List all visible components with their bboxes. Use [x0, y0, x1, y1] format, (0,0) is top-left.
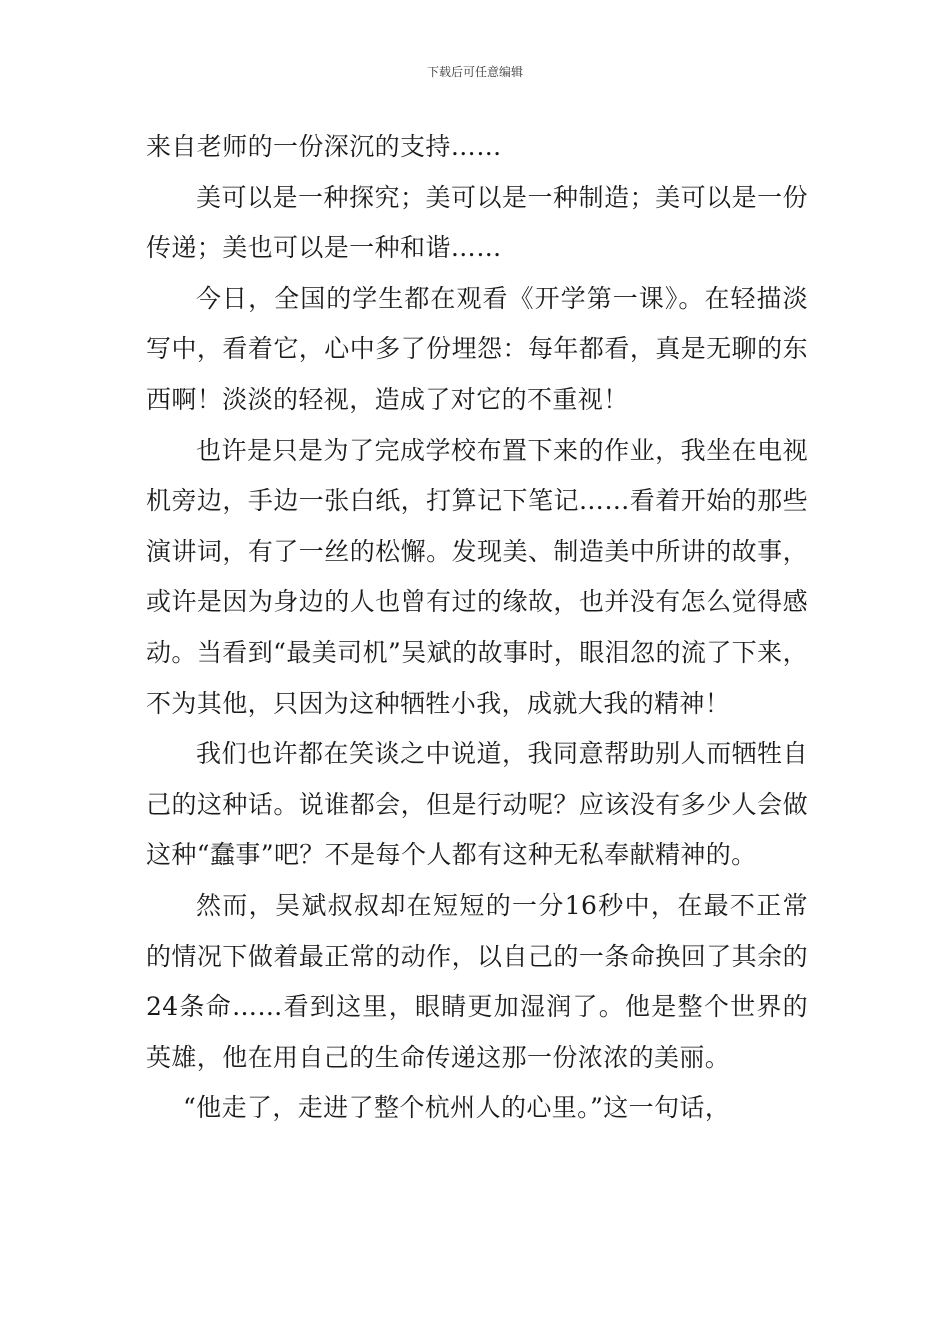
paragraph-3: 今日，全国的学生都在观看《开学第一课》。在轻描淡写中，看着它，心中多了份埋怨：每年都看，真是无聊的东西啊！淡淡的轻视，造成了对它的不重视！ — [146, 283, 808, 414]
paragraph-6: 然而，吴斌叔叔却在短短的一分16秒中，在最不正常的情况下做着最正常的动作，以自己的一条命换回了其余的24条命……看到这里，眼睛更加湿润了。他是整个世界的英雄，他在用自己的生命传递这那一份浓浓的美丽。 — [146, 890, 808, 1072]
page-header: 下载后可任意编辑 — [426, 65, 523, 79]
paragraph-4: 也许是只是为了完成学校布置下来的作业，我坐在电视机旁边，手边一张白纸，打算记下笔记……看着开始的那些演讲词，有了一丝的松懈。发现美、制造美中所讲的故事，或许是因为身边的人也曾有过的缘故，也并没有怎么觉得感动。当看到“最美司机”吴斌的故事时，眼泪忽的流了下来，不为其他，只因为这种牺牲小我，成就大我的精神！ — [146, 435, 808, 718]
document-body — [146, 122, 808, 1134]
paragraph-5: 我们也许都在笑谈之中说道，我同意帮助别人而牺牲自己的这种话。说谁都会，但是行动呢？应该没有多少人会做这种“蠢事”吧？不是每个人都有这种无私奉献精神的。 — [146, 739, 808, 870]
paragraph-7: “他走了，走进了整个杭州人的心里。”这一句话， — [183, 1093, 731, 1123]
paragraph-1: 来自老师的一份深沉的支持…… — [146, 132, 502, 161]
paragraph-2: 美可以是一种探究；美可以是一种制造；美可以是一份传递；美也可以是一种和谐…… — [146, 182, 808, 263]
